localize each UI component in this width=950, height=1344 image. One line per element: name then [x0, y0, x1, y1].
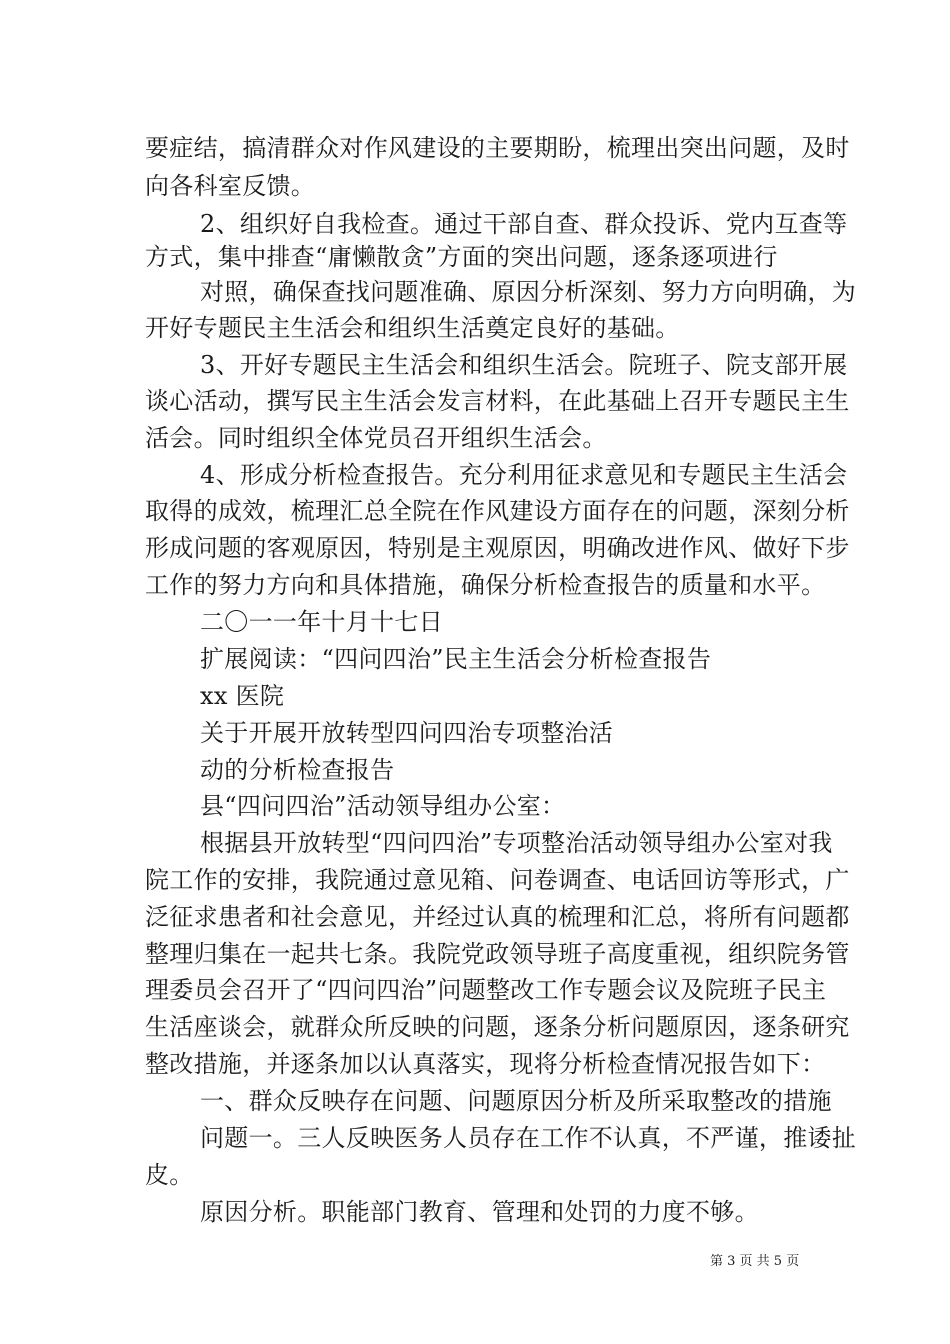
- text-line: 要症结，搞清群众对作风建设的主要期盼，梳理出突出问题，及时: [145, 134, 850, 162]
- text-line: 泛征求患者和社会意见，并经过认真的梳理和汇总，将所有问题都: [145, 903, 850, 931]
- text-line: 动的分析检查报告: [200, 756, 395, 784]
- text-line: 工作的努力方向和具体措施，确保分析检查报告的质量和水平。: [145, 571, 826, 599]
- text-line: 整改措施，并逐条加以认真落实，现将分析检查情况报告如下：: [145, 1050, 826, 1078]
- text-line: 2、组织好自我检查。通过干部自查、群众投诉、党内互查等: [200, 210, 848, 238]
- text-line: 对照，确保查找问题准确、原因分析深刻、努力方向明确，为: [200, 278, 857, 306]
- text-line: 形成问题的客观原因，特别是主观原因，明确改进作风、做好下步: [145, 534, 850, 562]
- text-line: 整理归集在一起共七条。我院党政领导班子高度重视，组织院务管: [145, 940, 850, 968]
- text-line: 关于开展开放转型四问四治专项整治活: [200, 719, 614, 747]
- text-line: 3、开好专题民主生活会和组织生活会。院班子、院支部开展: [200, 351, 848, 379]
- text-line: 一、群众反映存在问题、问题原因分析及所采取整改的措施: [200, 1087, 832, 1115]
- text-line: 方式，集中排查“庸懒散贪”方面的突出问题，逐条逐项进行: [145, 243, 778, 271]
- page-number: 第 3 页 共 5 页: [710, 1254, 800, 1269]
- text-line: 问题一。三人反映医务人员存在工作不认真，不严谨，推诿扯: [200, 1124, 857, 1152]
- text-line: 谈心活动，撰写民主生活会发言材料，在此基础上召开专题民主生: [145, 387, 850, 415]
- text-line: xx 医院: [200, 682, 285, 710]
- text-line: 活会。同时组织全体党员召开组织生活会。: [145, 424, 607, 452]
- text-line: 生活座谈会，就群众所反映的问题，逐条分析问题原因，逐条研究: [145, 1013, 850, 1041]
- text-line: 取得的成效，梳理汇总全院在作风建设方面存在的问题，深刻分析: [145, 497, 850, 525]
- text-line: 开好专题民主生活会和组织生活奠定良好的基础。: [145, 314, 680, 342]
- text-line: 二〇一一年十月十七日: [200, 608, 443, 636]
- text-line: 4、形成分析检查报告。充分利用征求意见和专题民主生活会: [200, 461, 848, 489]
- text-line: 扩展阅读：“四问四治”民主生活会分析检查报告: [200, 645, 712, 673]
- text-line: 院工作的安排，我院通过意见箱、问卷调查、电话回访等形式，广: [145, 866, 850, 894]
- text-line: 皮。: [145, 1161, 194, 1189]
- text-line: 原因分析。职能部门教育、管理和处罚的力度不够。: [200, 1198, 759, 1226]
- text-line: 向各科室反馈。: [145, 172, 316, 200]
- text-line: 根据县开放转型“四问四治”专项整治活动领导组办公室对我: [200, 829, 833, 857]
- text-line: 县“四问四治”活动领导组办公室：: [200, 792, 566, 820]
- text-line: 理委员会召开了“四问四治”问题整改工作专题会议及院班子民主: [145, 976, 827, 1004]
